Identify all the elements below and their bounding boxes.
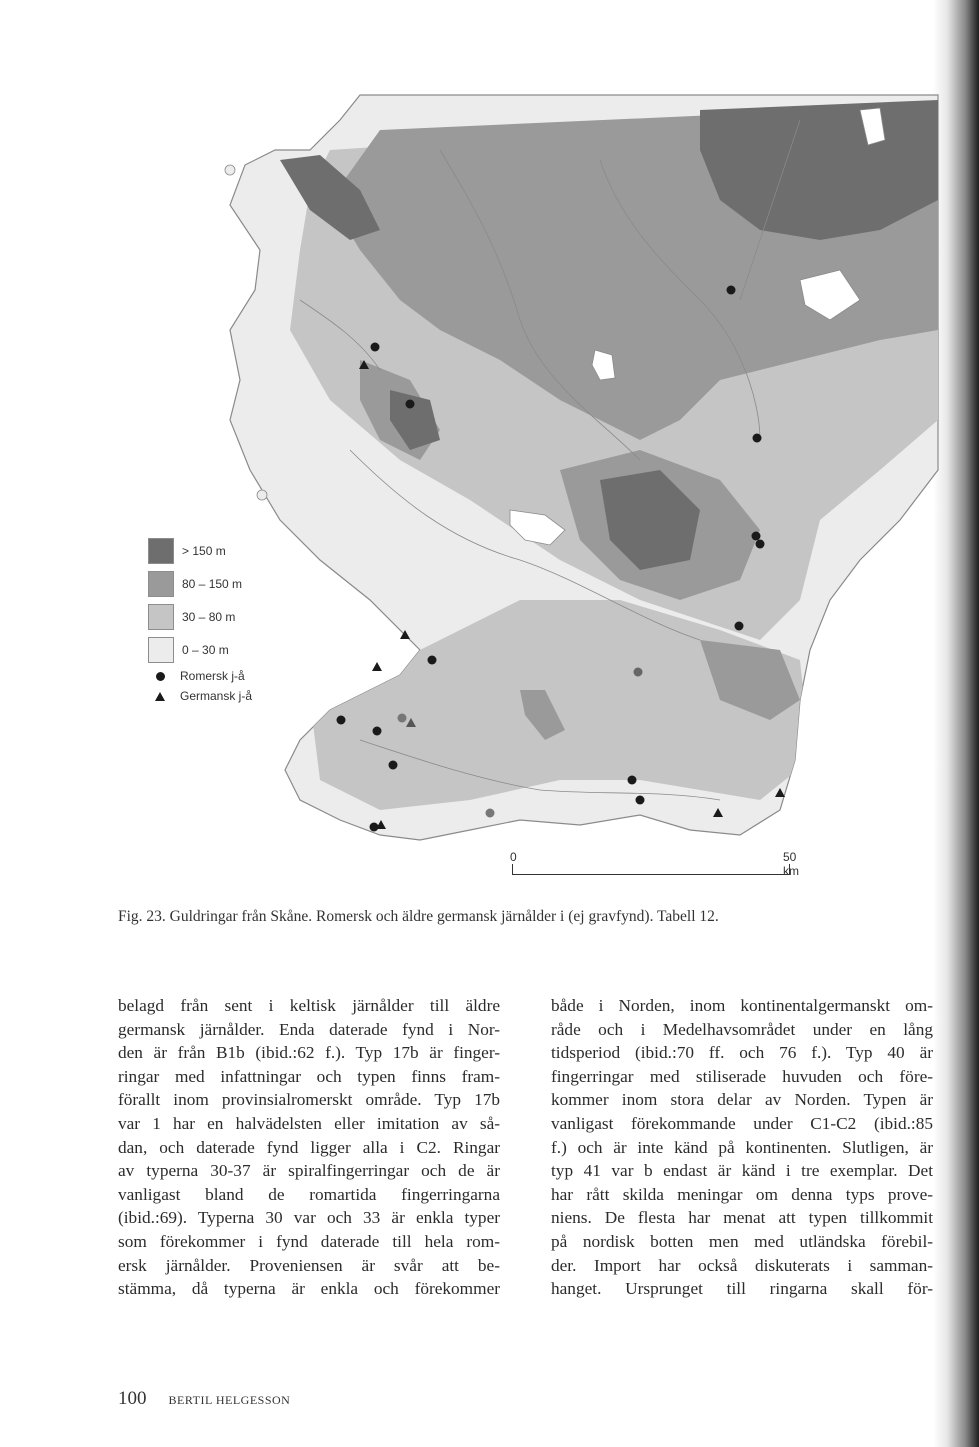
romersk-find-marker [337,716,346,725]
text-line: f.) och är inte känd på kontinenten. Slutligen, är [551,1137,933,1157]
romersk-find-marker [735,622,744,631]
island [257,490,267,500]
legend-item-coast [148,637,229,663]
text-line: der. Import har också diskuterats i samman- [551,1255,933,1275]
legend-label-germansk: Germansk j-å [180,689,253,703]
text-line: (ibid.:69). Typerna 30 var och 33 är enkla typer [118,1208,500,1228]
legend-swatch-high [148,538,174,564]
scale-end-label: 50 km [783,850,799,878]
text-line: den är från B1b (ibid.:62 f.). Typ 17b är finger- [118,1043,500,1063]
germansk-find-marker [372,662,382,671]
text-line: ersk järnålder. Proveniensen är svår att be- [118,1255,500,1275]
scale-start-label: 0 [510,850,517,864]
text-line: vanligast förekommande under C1-C2 (ibid.:85 [551,1113,933,1133]
legend-item-high [148,538,226,564]
text-line: typ 41 var b endast är känd i tre exemplar. Det [551,1161,933,1181]
text-line: var 1 har en halvädelsten eller imitation av så- [118,1113,500,1133]
romersk-find-marker [753,434,762,443]
text-line: har rått skilda meningar om denna typs prove- [551,1184,933,1204]
text-line: tidsperiod (ibid.:70 ff. och 76 f.). Typ 40 är [551,1043,933,1063]
text-line: germansk järnålder. Enda daterade fynd i Nor- [118,1019,500,1039]
legend-item-germansk [148,686,252,706]
island [225,165,235,175]
legend-label-high: > 150 m [182,544,226,558]
figure-caption: Fig. 23. Guldringar från Skåne. Romersk och äldre germansk järnålder i (ej gravfynd). Tabell 12. [118,908,719,925]
text-line: dan, och daterade fynd ligger alla i C2. Ringar [118,1137,500,1157]
legend-label-romersk: Romersk j-å [180,669,245,683]
text-line: vanligast bland de romartida fingerringarna [118,1184,500,1204]
text-line: ringar med infattningar och typen finns fram- [118,1066,500,1086]
romersk-find-marker [406,400,415,409]
romersk-find-marker [428,656,437,665]
scale-tick [512,864,513,874]
text-column-right [551,994,933,1301]
romersk-find-marker [486,809,495,818]
romersk-find-marker [634,668,643,677]
legend-item-mid [148,571,242,597]
text-line: både i Norden, inom kontinentalgermanskt om- [551,996,933,1015]
text-line: stämma, då typerna är enkla och förekommer [118,1279,500,1299]
romersk-find-marker [371,343,380,352]
running-head: BERTIL HELGESSON [168,1393,291,1407]
legend-swatch-coast [148,637,174,663]
text-line: kommer inom stora delar av Norden. Typen är [551,1090,933,1110]
romersk-find-marker [756,540,765,549]
romersk-find-marker [727,286,736,295]
scale-bar [500,850,800,890]
romersk-find-marker [636,796,645,805]
dot-icon [154,672,166,681]
romersk-find-marker [389,761,398,770]
text-line: fingerringar med stiliserade huvuden och före- [551,1066,933,1086]
text-line: som förekommer i fynd daterade till hela rom- [118,1231,500,1251]
legend-item-romersk [148,666,245,686]
romersk-find-marker [373,727,382,736]
romersk-find-marker [628,776,637,785]
legend-item-low [148,604,235,630]
legend-swatch-low [148,604,174,630]
text-line: niens. De flesta har menat att typen tillkommit [551,1208,933,1228]
romersk-find-marker [752,532,761,541]
legend-label-mid: 80 – 150 m [182,577,243,591]
legend-swatch-mid [148,571,174,597]
scale-line [512,874,790,875]
text-line: råde och i Medelhavsområdet under en lång [551,1019,933,1039]
text-line: förallt inom provinsialromerskt område. Typ 17b [118,1090,500,1110]
page-number: 100 [118,1388,147,1409]
romersk-find-marker [398,714,407,723]
triangle-icon [154,692,166,701]
page-footer [118,1388,290,1410]
text-line: hanget. Ursprunget till ringarna skall för- [551,1279,933,1299]
text-column-left [118,994,500,1301]
text-line: av typerna 30-37 är spiralfingerringar och de är [118,1161,500,1181]
legend-label-low: 30 – 80 m [182,610,236,624]
legend-label-coast: 0 – 30 m [182,643,229,657]
scale-tick [789,864,790,874]
text-line: på nordisk botten men med utländska förebil- [551,1231,933,1251]
text-line: belagd från sent i keltisk järnålder till äldre [118,996,500,1015]
